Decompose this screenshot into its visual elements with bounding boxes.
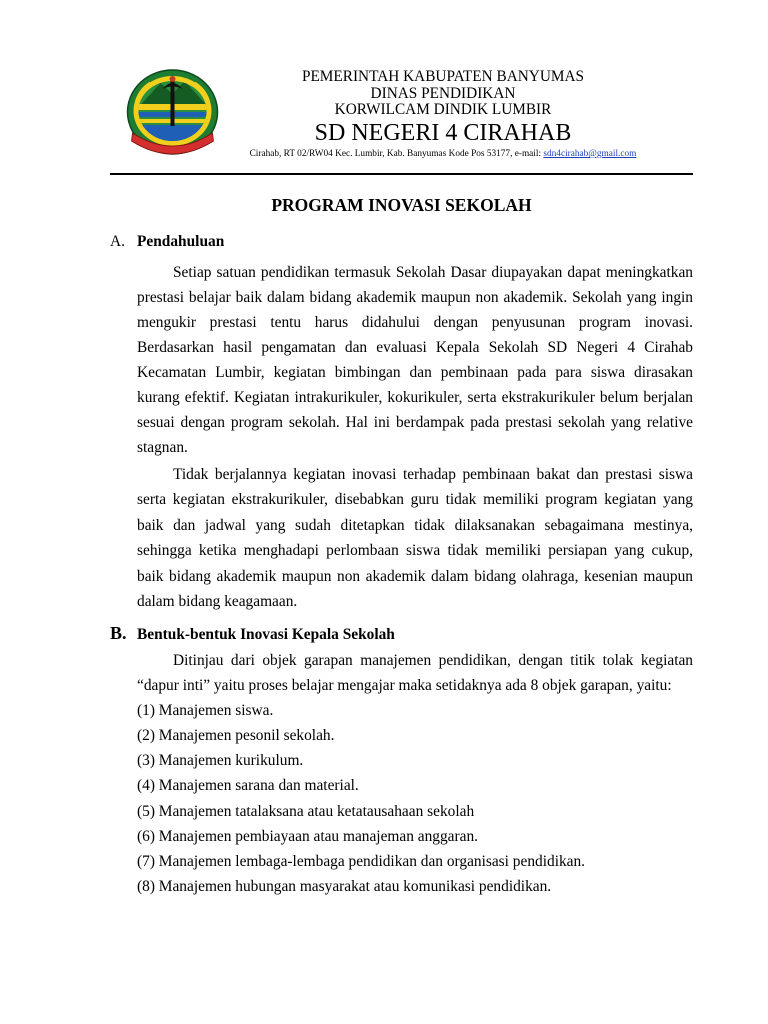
list-item: (2) Manajemen pesonil sekolah.	[137, 727, 335, 745]
section-b-marker: B.	[110, 623, 127, 643]
department-name: DINAS PENDIDIKAN	[370, 85, 516, 102]
section-b-body	[137, 648, 693, 899]
paragraph-line: dalam bidang keagamaan.	[137, 593, 298, 611]
list-item: (8) Manajemen hubungan masyarakat atau komunikasi pendidikan.	[137, 877, 552, 895]
paragraph-line: “dapur inti” yaitu proses belajar mengajar maka setidaknya ada 8 objek garapan, yaitu:	[137, 677, 672, 695]
paragraph-line: sesuai dengan program sekolah. Hal ini berdampak pada prestasi sekolah yang relative	[137, 414, 693, 431]
section-a-marker: A.	[110, 233, 125, 250]
paragraph-line: mengukir prestasi tentu harus didahului dengan penyusunan program inovasi.	[137, 314, 693, 331]
list-item: (3) Manajemen kurikulum.	[137, 752, 304, 770]
list-item: (1) Manajemen siswa.	[137, 702, 274, 720]
paragraph-line: baik dan jadwal yang sudah ditetapkan tidak dilaksanakan sebagaimana mestinya,	[137, 516, 693, 534]
list-item: (6) Manajemen pembiayaan atau manajeman anggaran.	[137, 827, 478, 845]
paragraph-line: Tidak berjalannya kegiatan inovasi terhadap pembinaan bakat dan prestasi siswa	[173, 466, 693, 483]
list-item: (5) Manajemen tatalaksana atau ketatausahaan sekolah	[137, 802, 475, 820]
paragraph-line: Setiap satuan pendidikan termasuk Sekolah Dasar diupayakan dapat meningkatkan	[173, 264, 693, 281]
document-title: PROGRAM INOVASI SEKOLAH	[271, 195, 532, 215]
paragraph-line: sehingga ketika menghadapi perlombaan siswa tidak memiliki persiapan yang cukup,	[137, 542, 693, 560]
paragraph-intro-1	[137, 260, 693, 460]
government-name: PEMERINTAH KABUPATEN BANYUMAS	[301, 68, 585, 85]
paragraph-line: Berdasarkan hasil pengamatan dan evaluasi Kepala Sekolah SD Negeri 4 Cirahab	[137, 339, 693, 356]
paragraph-intro-2	[137, 462, 693, 614]
list-item: (4) Manajemen sarana dan material.	[137, 777, 359, 795]
paragraph-line: prestasi belajar baik dalam bidang akademik maupun non akademik. Sekolah yang ingin	[137, 289, 693, 306]
list-item: (7) Manajemen lembaga-lembaga pendidikan dan organisasi pendidikan.	[137, 852, 586, 870]
section-b-heading	[110, 623, 693, 645]
school-name: SD NEGERI 4 CIRAHAB	[314, 120, 572, 146]
email-link[interactable]: sdn4cirahab@gmail.com	[543, 149, 637, 159]
letterhead-divider	[110, 173, 693, 175]
section-a-title: Pendahuluan	[137, 233, 225, 250]
address-text: Cirahab, RT 02/RW04 Kec. Lumbir, Kab. Banyumas Kode Pos 53177, e-mail:	[249, 149, 544, 159]
paragraph-line: kurang efektif. Kegiatan intrakurikuler, kokurikuler, serta ekstrakurikuler belum berjalan	[137, 389, 693, 406]
paragraph-line: serta kegiatan ekstrakurikuler, disebabkan guru tidak memiliki program kegiatan yang	[137, 491, 693, 509]
paragraph-line: stagnan.	[137, 439, 188, 456]
section-a-heading	[110, 232, 693, 252]
logo-emblem-icon	[124, 67, 221, 161]
school-address	[230, 148, 656, 160]
banyumas-coat-of-arms-logo	[124, 67, 221, 161]
district-office-name: KORWILCAM DINDIK LUMBIR	[334, 101, 552, 118]
paragraph-line: baik bidang akademik maupun non akademik dalam bidang olahraga, kesenian maupun	[137, 567, 693, 585]
paragraph-line: Kecamatan Lumbir, kegiatan bimbingan dan pembinaan pada para siswa dirasakan	[137, 364, 693, 381]
section-b-title: Bentuk-bentuk Inovasi Kepala Sekolah	[137, 626, 395, 643]
paragraph-line: Ditinjau dari objek garapan manajemen pendidikan, dengan titik tolak kegiatan	[173, 652, 693, 669]
